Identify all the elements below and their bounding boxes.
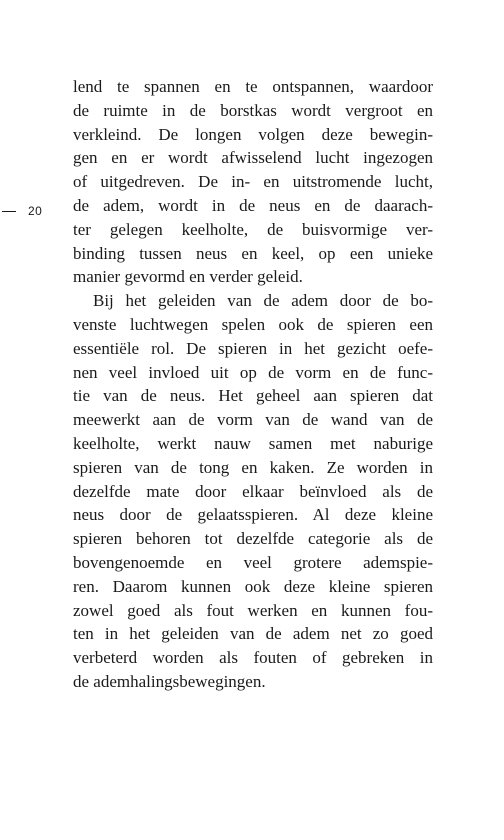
paragraph-2	[73, 289, 433, 694]
text-line: meewerkt aan de vorm van de wand van de	[73, 410, 433, 430]
body-text	[73, 75, 433, 694]
text-line: zowel goed als fout werken en kunnen fou-	[73, 600, 433, 620]
page-marker	[0, 202, 42, 220]
paragraph-1	[73, 75, 433, 289]
text-line: verkleind. De longen volgen deze bewegin-	[73, 124, 433, 144]
text-line: de ruimte in de borstkas wordt vergroot en	[73, 100, 433, 120]
text-line: ten in het geleiden van de adem net zo goed	[73, 624, 433, 644]
text-line: manier gevormd en verder geleid.	[73, 267, 303, 287]
text-line: binding tussen neus en keel, op een unieke	[73, 243, 433, 263]
text-line: tie van de neus. Het geheel aan spieren dat	[73, 386, 433, 406]
text-line: essentiële rol. De spieren in het gezicht oefe-	[73, 338, 433, 358]
text-line: of uitgedreven. De in- en uitstromende lucht,	[73, 172, 433, 192]
page-marker-dash	[2, 211, 16, 212]
page-number: 20	[28, 204, 43, 218]
text-line: keelholte, werkt nauw samen met naburige	[73, 433, 433, 453]
text-line: spieren van de tong en kaken. Ze worden in	[73, 457, 433, 477]
text-line: nen veel invloed uit op de vorm en de func-	[73, 362, 433, 382]
text-line: lend te spannen en te ontspannen, waardoor	[73, 77, 433, 96]
text-line: de adem, wordt in de neus en de daarach-	[73, 195, 433, 215]
text-line: Bij het geleiden van de adem door de bo-	[93, 291, 433, 311]
text-line: neus door de gelaatsspieren. Al deze kleine	[73, 505, 433, 525]
text-line: de ademhalingsbewegingen.	[73, 671, 266, 691]
text-line: venste luchtwegen spelen ook de spieren een	[73, 314, 433, 334]
text-line: verbeterd worden als fouten of gebreken in	[73, 648, 433, 668]
text-line: gen en er wordt afwisselend lucht ingezogen	[73, 148, 433, 168]
text-line: ter gelegen keelholte, de buisvormige ver-	[73, 219, 433, 239]
text-line: ren. Daarom kunnen ook deze kleine spieren	[73, 576, 433, 596]
text-line: bovengenoemde en veel grotere ademspie-	[73, 552, 433, 572]
text-line: dezelfde mate door elkaar beïnvloed als de	[73, 481, 433, 501]
text-line: spieren behoren tot dezelfde categorie als de	[73, 529, 433, 549]
